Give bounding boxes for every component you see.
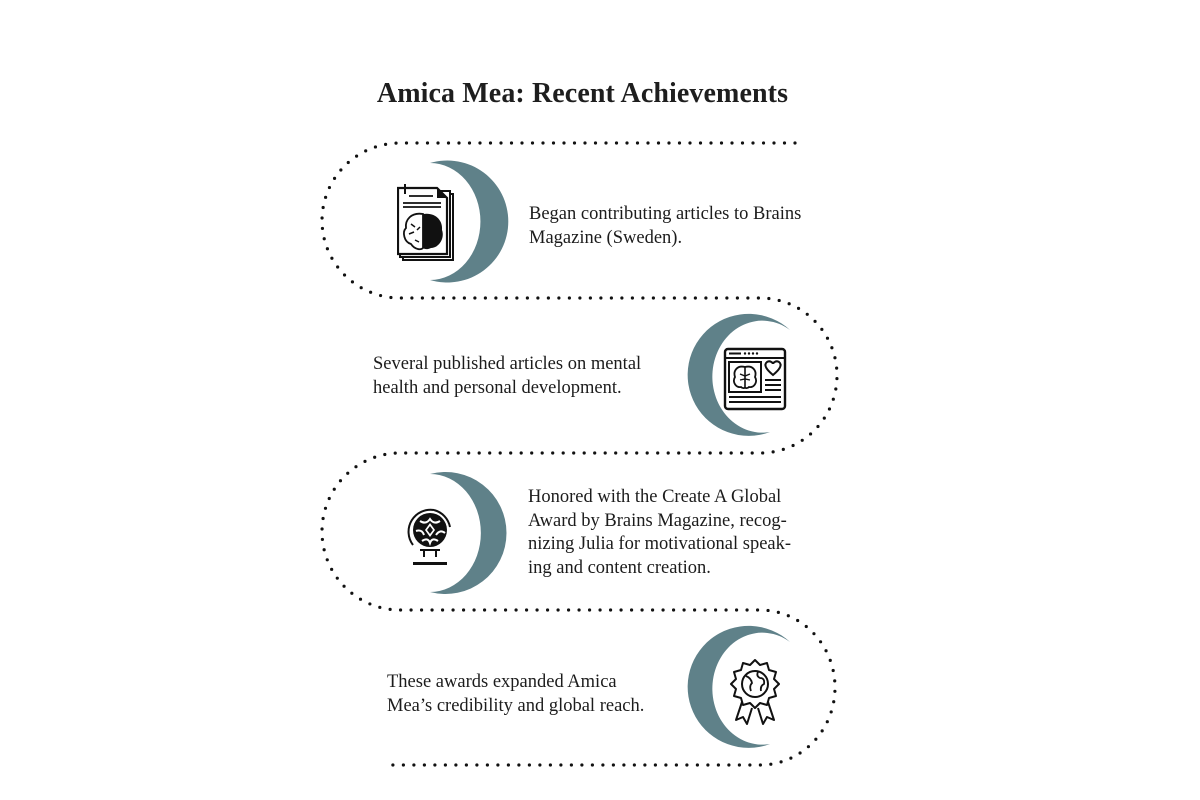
brain-webpage-heart-icon <box>723 347 787 411</box>
achievement-text-2: Several published articles on mental health and personal development. <box>373 354 642 398</box>
brain-document-icon <box>397 184 461 264</box>
brain-globe-icon <box>404 505 456 569</box>
achievement-text-1: Began contributing articles to Brains Magazine (Sweden). <box>529 204 802 248</box>
achievement-text-3: Honored with the Create A Global Award by Brains Magazine, recog- nizing Julia for motivational speak- ing and content creation. <box>528 487 792 578</box>
achievement-text-4: These awards expanded Amica Mea’s credibility and global reach. <box>387 672 645 716</box>
globe-award-ribbon-icon <box>728 658 782 728</box>
page-title: Amica Mea: Recent Achievements <box>376 78 789 109</box>
